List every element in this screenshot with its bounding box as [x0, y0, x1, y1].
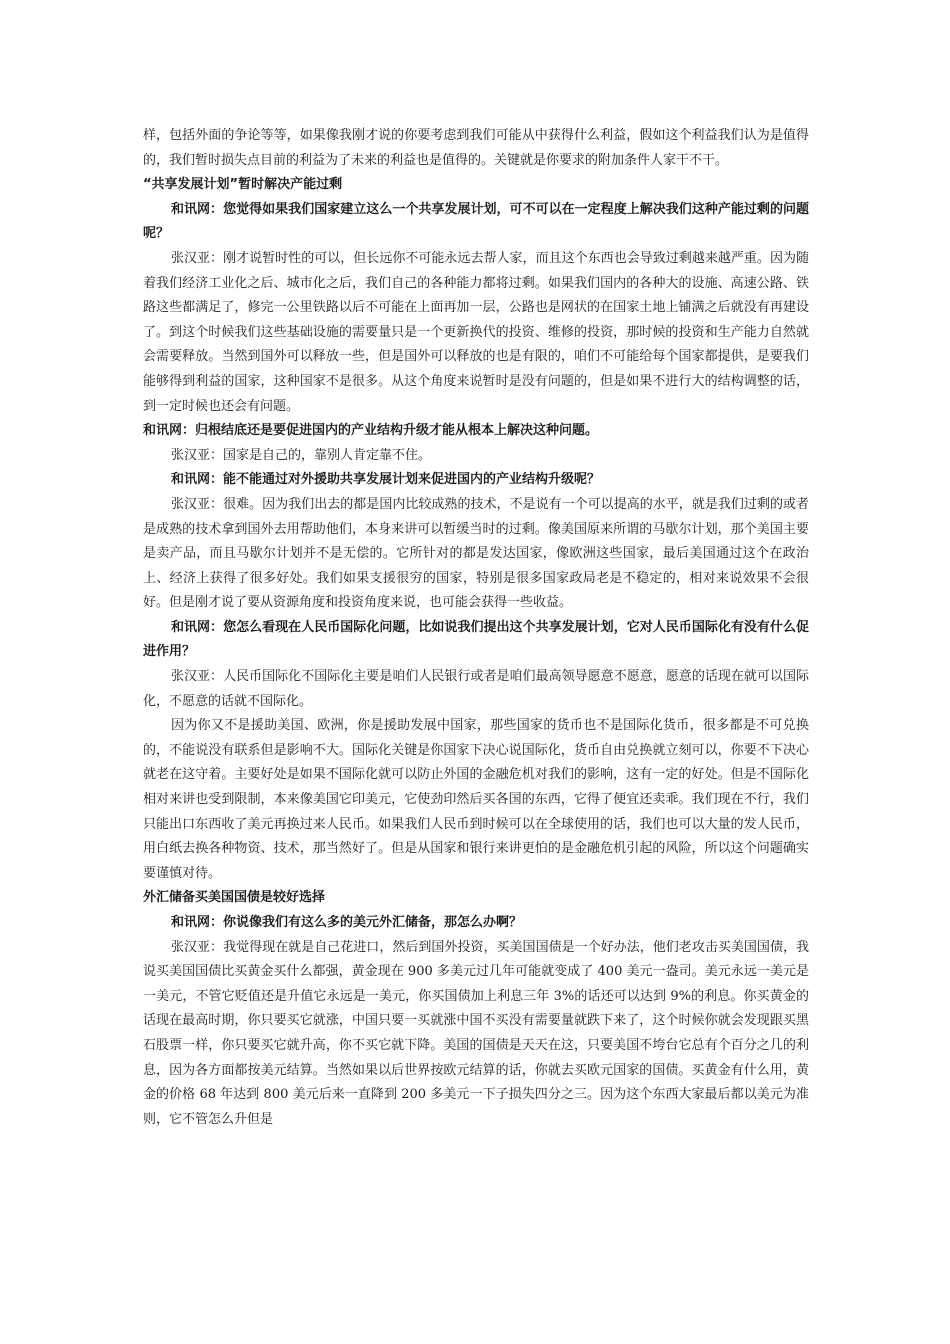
- answer-overcapacity: 张汉亚：刚才说暂时性的可以，但长远你不可能永远去帮人家，而且这个东西也会导致过剩越来越严重。因为随着我们经济工业化之后、城市化之后，我们自己的各种能力都将过剩。如果我们国内的各种大的设施、高速公路、铁路这些都满足了，修完一公里铁路以后不可能在上面再加一层，公路也是网状的在国家土地上铺满之后就没有再建设了。到这个时候我们这些基础设施的需要量只是一个更新换代的投资、维修的投资，那时候的投资和生产能力自然就会需要释放。当然到国外可以释放一些，但是国外可以释放的也是有限的，咱们不可能给每个国家都提供，是要我们能够得到利益的国家，这种国家不是很多。从这个角度来说暂时是没有问题的，但是如果不进行大的结构调整的话，到一定时候也还会有问题。: [143, 250, 809, 414]
- document-body: [143, 124, 809, 1132]
- section-heading-forex-reserves: 外汇储备买美国国债是较好选择: [143, 890, 326, 906]
- question-foreign-aid: 和讯网：能不能通过对外援助共享发展计划来促进国内的产业结构升级呢？: [171, 472, 601, 488]
- answer-rmb-internationalization: 张汉亚：人民币国际化不国际化主要是咱们人民银行或者是咱们最高领导愿意不愿意，愿意的话现在就可以国际化，不愿意的话就不国际化。: [143, 669, 809, 709]
- question-dollar-reserves: 和讯网：你说像我们有这么多的美元外汇储备，那怎么办啊？: [171, 915, 523, 930]
- section-heading-shared-development: “共享发展计划”暂时解决产能过剩: [143, 177, 343, 193]
- question-overcapacity: 和讯网：您觉得如果我们国家建立这么一个共享发展计划，可不可以在一定程度上解决我们这种产能过剩的问题呢？: [143, 201, 809, 242]
- paragraph-rmb-discussion: 因为你又不是援助美国、欧洲，你是援助发展中国家，那些国家的货币也不是国际化货币，很多都是不可兑换的，不能说没有联系但是影响不大。国际化关键是你国家下决心说国际化，货币自由兑换就立刻可以，你要不下决心就老在这守着。主要好处是如果不国际化就可以防止外国的金融危机对我们的影响，这有一定的好处。但是不国际化相对来讲也受到限制，本来像美国它印美元，它使劲印然后买各国的东西，它得了便宜还卖乖。我们现在不行，我们只能出口东西收了美元再换过来人民币。如果我们人民币到时候可以在全球使用的话，我们也可以大量的发人民币，用白纸去换各种物资、技术，那当然好了。但是从国家和银行来讲更怕的是金融危机引起的风险，所以这个问题确实要谨慎对待。: [143, 718, 809, 881]
- question-structural-upgrade: 和讯网：归根结底还是要促进国内的产业结构升级才能从根本上解决这种问题。: [143, 423, 599, 439]
- answer-self-reliance: 张汉亚：国家是自己的，靠别人肯定靠不住。: [171, 447, 432, 463]
- paragraph-continuation: 样，包括外面的争论等等，如果像我刚才说的你要考虑到我们可能从中获得什么利益，假如这个利益我们认为是值得的，我们暂时损失点目前的利益为了未来的利益也是值得的。关键就是你要求的附加条件人家干不干。: [143, 128, 809, 168]
- answer-foreign-aid: 张汉亚：很难。因为我们出去的都是国内比较成熟的技术，不是说有一个可以提高的水平，就是我们过剩的或者是成熟的技术拿到国外去用帮助他们，本身来讲可以暂缓当时的过剩。像美国原来所谓的马歇尔计划，那个美国主要是卖产品，而且马歇尔计划并不是无偿的。它所针对的都是发达国家，像欧洲这些国家，最后美国通过这个在政治上、经济上获得了很多好处。我们如果支援很穷的国家，特别是很多国家政局老是不稳定的，相对来说效果不会很好。但是刚才说了要从资源角度和投资角度来说，也可能会获得一些收益。: [143, 496, 809, 611]
- question-rmb-internationalization: 和讯网：您怎么看现在人民币国际化问题，比如说我们提出这个共享发展计划，它对人民币国际化有没有什么促进作用？: [143, 619, 809, 660]
- answer-dollar-reserves: 张汉亚：我觉得现在就是自己花进口，然后到国外投资，买美国国债是一个好办法，他们老攻击买美国国债，我说买美国国债比买黄金买什么都强，黄金现在 900 多美元过几年可能就变成了 400 美元一盎司。美元永远一美元是一美元，不管它贬值还是升值它永远是一美元，你买国债加上利息三年 3%的话还可以达到 9%的利息。你买黄金的话现在最高时期，你只要买它就涨，中国只要一买就涨中国不买没有需要量就跌下来了，这个时候你就会发现跟买黑石股票一样，你只要买它就升高，你不买它就下降。美国的国债是天天在这，只要美国不垮台它总有个百分之几的利息，因为各方面都按美元结算。当然如果以后世界按欧元结算的话，你就去买欧元国家的国债。买黄金有什么用，黄金的价格 68 年达到 800 美元后来一直降到 200 多美元一下子损失四分之三。因为这个东西大家最后都以美元为准则，它不管怎么升但是: [143, 939, 809, 1127]
